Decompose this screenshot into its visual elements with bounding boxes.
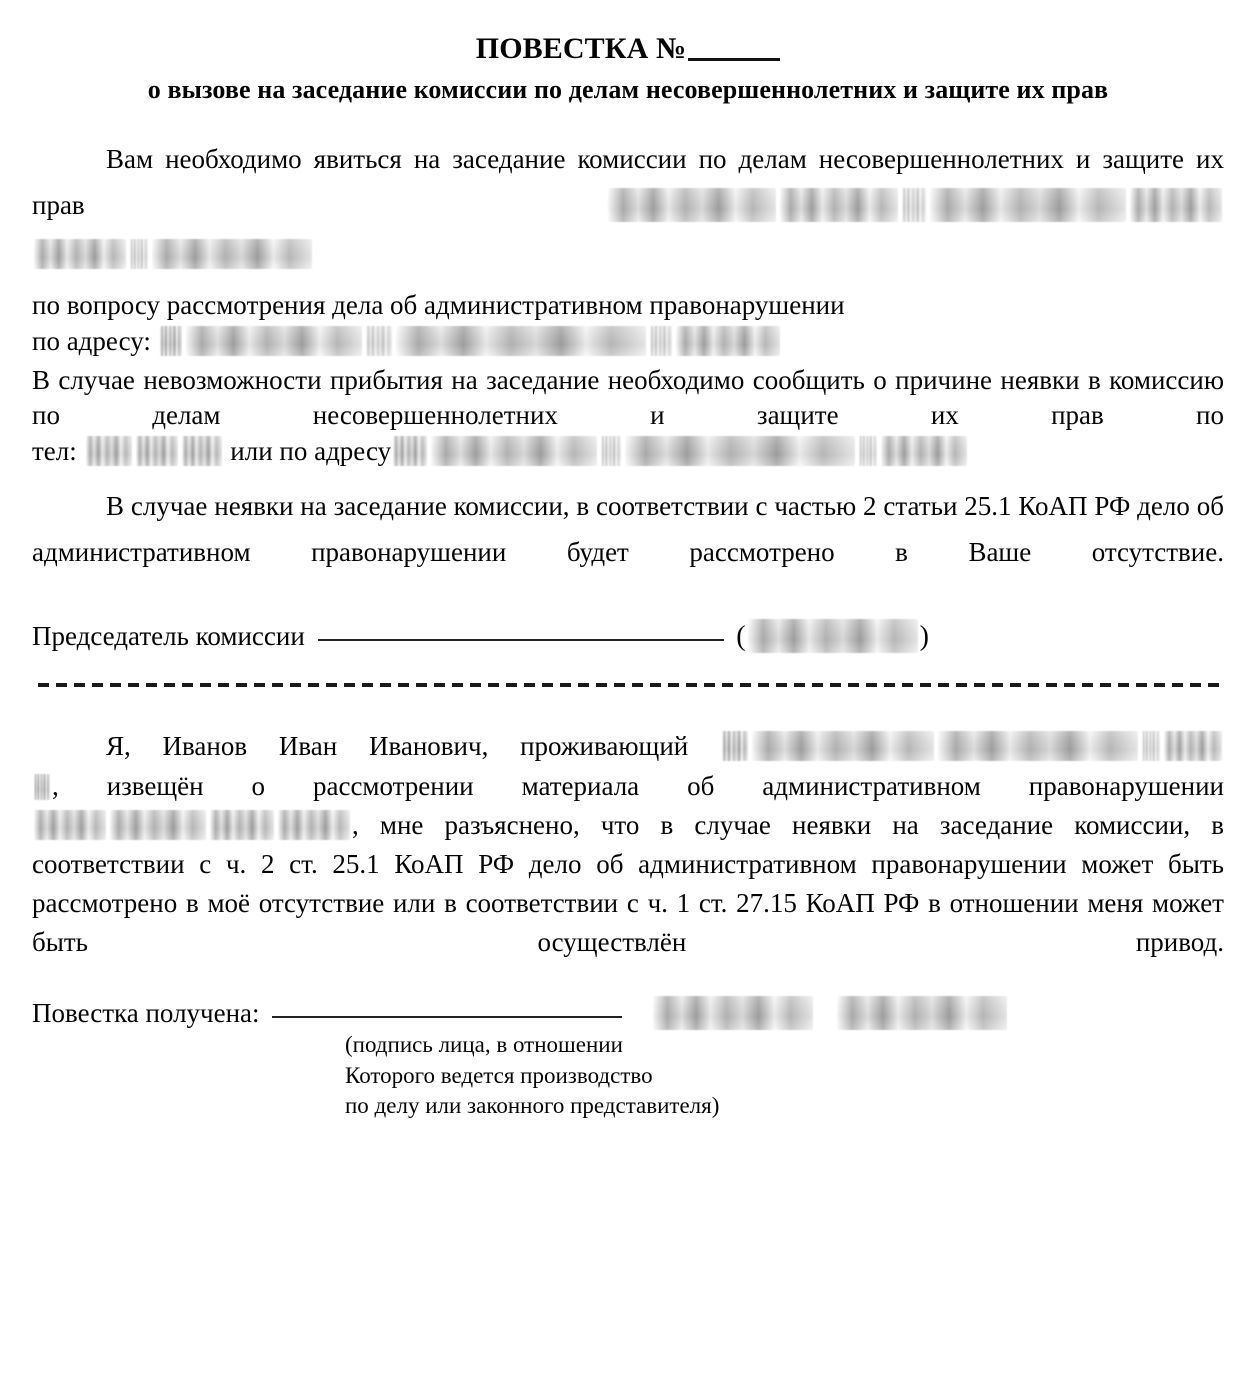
redacted-resident-address-6 bbox=[34, 774, 50, 800]
redacted-phone-1 bbox=[86, 436, 132, 466]
document-body bbox=[32, 136, 1224, 1122]
redacted-recipient-name-2 bbox=[837, 996, 1007, 1030]
redacted-case-detail-3 bbox=[210, 810, 274, 840]
spacer bbox=[32, 575, 1224, 619]
redacted-alt-address-4 bbox=[625, 436, 855, 466]
spacer bbox=[32, 274, 1224, 288]
redacted-address-5 bbox=[650, 326, 672, 356]
redacted-alt-address-6 bbox=[881, 436, 967, 466]
chairman-label: Председатель комиссии bbox=[32, 621, 305, 652]
redacted-phone-3 bbox=[182, 436, 222, 466]
spacer bbox=[32, 962, 1224, 988]
caption-line-1: (подпись лица, в отношении bbox=[345, 1032, 623, 1058]
document-subtitle: о вызове на заседание комиссии по делам несовершеннолетних и защите их прав bbox=[147, 75, 1109, 105]
acknowledgement-explained-text: , мне разъяснено, что в случае неявки на заседание комиссии, в соответствии с ч. 2 ст. 25.1 КоАП РФ дело об административном правонарушении может быть рассмотрено в моё отсутствие или в соответствии с ч. 1 ст. 27.15 КоАП РФ в отношении меня может быть осуществлён привод. bbox=[32, 809, 1224, 958]
caption-line-2: Которого ведется производство bbox=[345, 1062, 653, 1088]
spacer bbox=[32, 469, 1224, 483]
absence-warning-text: В случае неявки на заседание комиссии, в соответствии с частью 2 статьи 25.1 КоАП РФ дело об административном правонарушении будет рассмотрено в Ваше отсутствие. bbox=[32, 490, 1224, 568]
redacted-phone-2 bbox=[136, 436, 178, 466]
redacted-address-1 bbox=[160, 326, 182, 356]
redacted-alt-address-1 bbox=[393, 436, 427, 466]
redacted-commission-name-4 bbox=[930, 188, 1126, 222]
document-title-block bbox=[32, 28, 1224, 110]
redacted-commission-name-7 bbox=[130, 239, 148, 269]
redacted-address-4 bbox=[396, 326, 646, 356]
spacer bbox=[32, 687, 1224, 713]
summons-paragraph bbox=[32, 136, 1224, 229]
number-blank-field[interactable] bbox=[688, 58, 780, 61]
redacted-recipient-name-1 bbox=[653, 996, 813, 1030]
redacted-alt-address-2 bbox=[431, 436, 597, 466]
title-main-text: ПОВЕСТКА № bbox=[475, 32, 687, 65]
signature-caption bbox=[345, 1030, 1224, 1122]
acknowledgement-notified-text: , извещён о рассмотрении материала об административном правонарушении bbox=[52, 770, 1224, 801]
redacted-commission-name-1 bbox=[608, 188, 776, 222]
redacted-commission-name-8 bbox=[152, 239, 312, 269]
redacted-commission-name-2 bbox=[780, 188, 898, 222]
redacted-address-2 bbox=[186, 326, 362, 356]
received-label: Повестка получена: bbox=[32, 998, 260, 1029]
redacted-case-detail-2 bbox=[110, 810, 206, 840]
acknowledgement-intro-text: Я, Иванов Иван Иванович, проживающий bbox=[106, 731, 689, 762]
redacted-case-detail-1 bbox=[34, 810, 106, 840]
summons-lead-text: Вам необходимо явиться на заседание комиссии по делам несовершеннолетних и защите их прав bbox=[32, 143, 1224, 221]
redacted-case-detail-4 bbox=[278, 810, 350, 840]
subject-line: по вопросу рассмотрения дела об административном правонарушении bbox=[32, 289, 845, 320]
redacted-alt-address-5 bbox=[859, 436, 877, 466]
acknowledgement-intro-line bbox=[32, 727, 1224, 766]
acknowledgement-explained-paragraph bbox=[32, 806, 1224, 963]
chairman-signature-row bbox=[32, 619, 1224, 653]
open-paren: ( bbox=[736, 621, 746, 653]
recipient-signature-field[interactable] bbox=[272, 1016, 622, 1018]
notify-paragraph: В случае невозможности прибытия на заседание необходимо сообщить о причине неявки в комиссию по делам несовершеннолетних и защите их прав по bbox=[32, 364, 1224, 430]
redacted-commission-name-5 bbox=[1130, 188, 1222, 222]
redacted-resident-address-4 bbox=[1142, 731, 1160, 761]
redacted-commission-name-6 bbox=[34, 239, 126, 269]
close-paren: ) bbox=[919, 621, 929, 653]
receipt-row bbox=[32, 996, 1224, 1030]
redacted-resident-address-2 bbox=[752, 731, 934, 761]
redacted-chairman-name bbox=[748, 619, 918, 653]
caption-line-3: по делу или законного представителя) bbox=[345, 1093, 720, 1119]
redacted-commission-name-3 bbox=[902, 188, 926, 222]
redacted-resident-address-1 bbox=[722, 731, 748, 761]
acknowledgement-notified-line bbox=[32, 767, 1224, 806]
summons-lead-continuation bbox=[32, 235, 1224, 274]
redacted-alt-address-3 bbox=[601, 436, 621, 466]
address-label: по адресу: bbox=[32, 326, 151, 357]
chairman-signature-field[interactable] bbox=[318, 639, 724, 641]
absence-warning-paragraph bbox=[32, 483, 1224, 576]
redacted-address-3 bbox=[366, 326, 392, 356]
or-address-label: или по адресу bbox=[230, 436, 392, 467]
redacted-address-6 bbox=[676, 326, 780, 356]
phone-line bbox=[32, 434, 1224, 469]
redacted-resident-address-3 bbox=[938, 731, 1138, 761]
address-line bbox=[32, 324, 1224, 359]
redacted-resident-address-5 bbox=[1164, 731, 1222, 761]
page-title bbox=[32, 28, 1224, 69]
phone-label: тел: bbox=[32, 436, 77, 467]
